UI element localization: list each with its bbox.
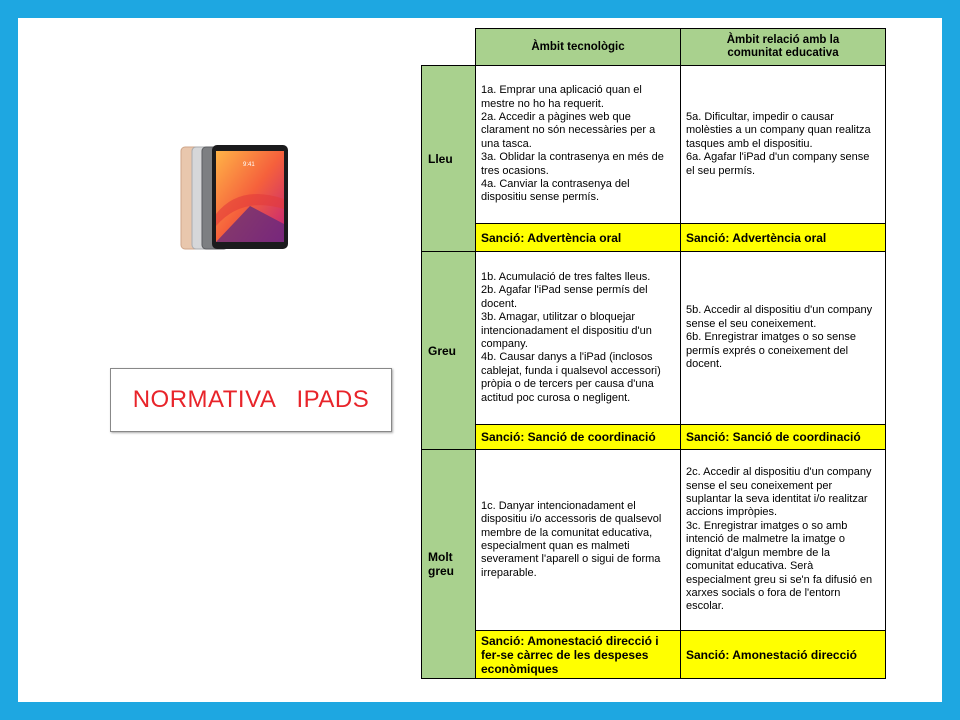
corner-blank xyxy=(422,29,476,66)
list-item: 1b. Acumulació de tres faltes lleus. xyxy=(481,270,651,283)
lleu-comm-cell xyxy=(681,66,886,224)
level-label-molt-greu: Molt greu xyxy=(422,450,476,679)
sanction-row-greu xyxy=(422,425,886,450)
list-item: 1c. Danyar intencionadament el dispositiu i/o accessoris de qualsevol membre de la comunitat educativa, especialment quan es malmeti severament l'aparell o sigui de forma irreparable. xyxy=(481,499,662,579)
list-item: 6b. Enregistrar imatges o so sense permís exprés o coneixement del docent. xyxy=(686,331,856,371)
greu-tech-cell xyxy=(476,252,681,425)
list-item: 4a. Canviar la contrasenya del dispositiu sense permís. xyxy=(481,178,630,204)
list-item: 2a. Accedir a pàgines web que clarament no són necessàries per a una tasca. xyxy=(481,110,656,150)
list-item: 2b. Agafar l'iPad sense permís del docent. xyxy=(481,284,648,310)
sanction-row-lleu xyxy=(422,224,886,252)
list-item: 3c. Enregistrar imatges o so amb intenció de malmetre la imatge o dignitat d'algun membre de la comunitat educativa. Serà especialment greu si se'n fa difusió en xarxes socials o fora de l'entorn escolar. xyxy=(686,519,873,613)
sanction-lleu-comm: Sanció: Advertència oral xyxy=(681,224,886,252)
list-item: 4b. Causar danys a l'iPad (inclosos cablejat, funda i qualsevol accessori) pròpia o de tercers per causa d'una actitud poc curosa o negligent. xyxy=(481,351,661,404)
molt-greu-comm-cell xyxy=(681,450,886,631)
level-row-molt-greu xyxy=(422,450,886,631)
level-label-lleu: Lleu xyxy=(422,66,476,252)
greu-comm-cell xyxy=(681,252,886,425)
level-row-greu xyxy=(422,252,886,425)
sanction-lleu-tech: Sanció: Advertència oral xyxy=(476,224,681,252)
list-item: 6a. Agafar l'iPad d'un company sense el seu permís. xyxy=(686,151,870,177)
sanction-greu-comm: Sanció: Sanció de coordinació xyxy=(681,425,886,450)
sanction-molt-greu-tech: Sanció: Amonestació direcció i fer-se càrrec de les despeses econòmiques xyxy=(476,631,681,679)
list-item: 3a. Oblidar la contrasenya en més de tres ocasions. xyxy=(481,151,664,177)
device-clock-text: 9:41 xyxy=(243,162,255,168)
sanction-molt-greu-comm: Sanció: Amonestació direcció xyxy=(681,631,886,679)
sanction-greu-tech: Sanció: Sanció de coordinació xyxy=(476,425,681,450)
list-item: 1a. Emprar una aplicació quan el mestre no ho ha requerit. xyxy=(481,84,642,110)
level-label-greu: Greu xyxy=(422,252,476,450)
slide-title: NORMATIVA IPADS xyxy=(110,368,392,432)
col-header-comm: Àmbit relació amb la comunitat educativa xyxy=(681,29,886,66)
normativa-table xyxy=(421,28,886,679)
list-item: 2c. Accedir al dispositiu d'un company sense el seu coneixement per suplantar la seva identitat i/o realitzar accions impròpies. xyxy=(686,466,872,519)
level-row-lleu xyxy=(422,66,886,224)
header-row xyxy=(422,29,886,66)
list-item: 5b. Accedir al dispositiu d'un company sense el seu coneixement. xyxy=(686,304,873,330)
lleu-tech-cell xyxy=(476,66,681,224)
ipad-image xyxy=(180,144,290,250)
sanction-row-molt-greu xyxy=(422,631,886,679)
list-item: 3b. Amagar, utilitzar o bloquejar intencionadament el dispositiu d'un company. xyxy=(481,311,652,350)
col-header-tech: Àmbit tecnològic xyxy=(476,29,681,66)
molt-greu-tech-cell xyxy=(476,450,681,631)
list-item: 5a. Dificultar, impedir o causar molèsties a un company quan realitza tasques amb el dispositiu. xyxy=(686,110,871,150)
